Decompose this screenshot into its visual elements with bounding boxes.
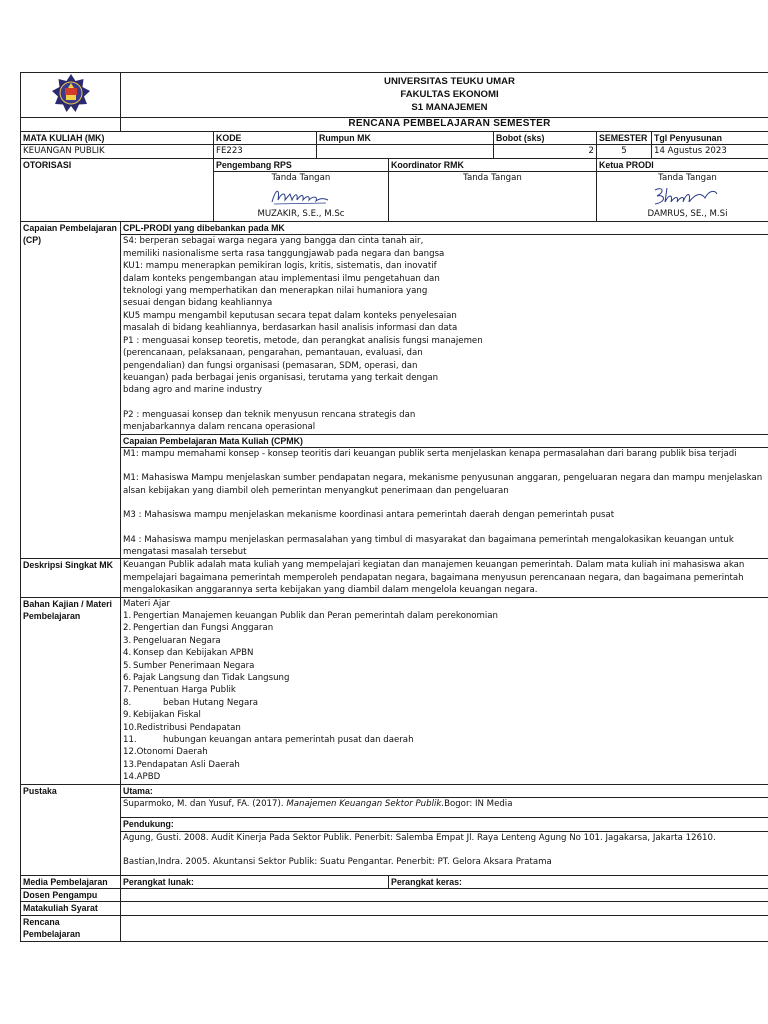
item-number: 13. — [123, 759, 137, 770]
course-group-header: Rumpun MK — [317, 131, 494, 144]
university-logo-cell — [21, 73, 121, 118]
semester-header: SEMESTER — [597, 131, 652, 144]
cpmk-m4: M4 : Mahasiswa mampu menjelaskan permasalahan yang timbul di masyarakat dan bagaimana pemerintah mengalokasikan keuangan untuk mengatasi masalah tersebut — [123, 534, 734, 557]
materials-label-line1: Bahan Kajian / Materi — [23, 598, 112, 609]
learning-plan-label: Rencana Pembelajaran — [21, 915, 121, 941]
list-item — [123, 684, 768, 696]
cpl-line: KU5 mampu mengambil keputusan secara tepat dalam konteks penyelesaian — [123, 310, 457, 321]
cpl-line: KU1: mampu menerapkan pemikiran logis, kritis, sistematis, dan inovatif — [123, 261, 437, 272]
references-label: Pustaka — [21, 784, 121, 875]
main-reference-title: Manajemen Keuangan Sektor Publik. — [286, 799, 445, 810]
course-credits: 2 — [494, 145, 597, 158]
item-number: 2. — [123, 623, 132, 634]
spacer — [123, 497, 768, 509]
spacer — [123, 397, 768, 409]
main-references-header: Utama: — [121, 784, 768, 797]
logo-spacer — [21, 118, 121, 131]
description-text: Keuangan Publik adalah mata kuliah yang mempelajari kegiatan dan manajemen keuangan pemerintah. Dalam mata kuliah ini mahasiswa akan mempelajari bagaimana pemerintah memperoleh pendapatan negara, bagaimana menyusun perencanaan negara, dan bagaimana pemerintah mengalokasikan anggarannya serta kebijakan yang diambil dalam mengelola keuangan negara. — [121, 559, 768, 597]
item-number: 11. — [123, 735, 137, 746]
media-label: Media Pembelajaran — [21, 875, 121, 888]
list-item — [123, 635, 768, 647]
item-number: 4. — [123, 648, 132, 659]
coordinator-signature-cell — [389, 172, 597, 222]
item-text: Pajak Langsung dan Tidak Langsung — [133, 673, 290, 684]
cpl-line: teknologi yang memperhatikan dan menerapkan nilai humaniora yang — [123, 286, 428, 297]
institution-header — [121, 73, 768, 118]
materials-label-line2: Pembelajaran — [23, 611, 81, 621]
item-text: Kebijakan Fiskal — [133, 710, 201, 721]
cpmk-m1b: M1: Mahasiswa Mampu menjelaskan sumber pendapatan negara, mekanisme penyusunan anggaran, pengeluaran negara dan mampu menjelaskan alsan kebijakan yang diambil oleh pemerintan menyangkut penerimaan dan pengeluaran — [123, 473, 763, 496]
item-text: Redistribusi Pendapatan — [136, 722, 241, 733]
cpl-content — [121, 235, 768, 434]
cpl-header: CPL-PRODI yang dibebankan pada MK — [121, 222, 768, 235]
semester-value: 5 — [597, 145, 652, 158]
item-number: 14. — [123, 772, 137, 783]
developer-name: MUZAKIR, S.E., M.Sc — [257, 209, 345, 220]
item-number: 9. — [123, 710, 132, 721]
list-item — [123, 746, 768, 758]
spacer — [123, 460, 768, 472]
list-item — [123, 610, 768, 622]
cpl-line: pengendalian) dan fungsi organisasi (pemasaran, SDM, operasi, dan — [123, 360, 418, 371]
developer-signature-cell — [214, 172, 389, 222]
item-text: Pengertian Manajemen keuangan Publik dan Peran pemerintah dalam perekonomian — [133, 611, 499, 621]
prerequisite-label: Matakuliah Syarat — [21, 902, 121, 915]
item-text: Pengeluaran Negara — [133, 635, 221, 646]
item-text: hubungan keuangan antara pemerintah pusat dan daerah — [163, 735, 414, 746]
list-item — [123, 622, 768, 634]
cpmk-content — [121, 447, 768, 558]
course-credits-header: Bobot (sks) — [494, 131, 597, 144]
list-item — [123, 734, 768, 746]
list-item — [123, 722, 768, 734]
cpl-line: dalam konteks pengembangan atau implementasi ilmu pengetahuan dan — [123, 273, 440, 284]
materials-intro: Materi Ajar — [123, 598, 171, 609]
item-number: 1. — [123, 611, 132, 621]
cpl-line: masalah di bidang keahliannya, berdasarkan hasil analisis informasi dan data — [123, 323, 458, 334]
rps-document — [20, 72, 768, 942]
cpl-line: memiliki nasionalisme serta rasa tanggungjawab pada negara dan bangsa — [123, 248, 445, 259]
item-text: Otonomi Daerah — [136, 747, 208, 758]
date-header: Tgl Penyusunan — [652, 131, 768, 144]
item-text: Sumber Penerimaan Negara — [133, 660, 255, 671]
prerequisite-value — [121, 902, 768, 915]
head-signature-image — [599, 184, 768, 208]
course-name: KEUANGAN PUBLIK — [21, 145, 214, 158]
list-item — [123, 759, 768, 771]
item-text: Pengertian dan Fungsi Anggaran — [133, 623, 274, 634]
item-number: 3. — [123, 635, 132, 646]
rps-table — [20, 72, 768, 942]
materials-content — [121, 597, 768, 784]
course-name-header: MATA KULIAH (MK) — [21, 131, 214, 144]
course-code: FE223 — [214, 145, 317, 158]
list-item — [123, 672, 768, 684]
list-item — [123, 660, 768, 672]
item-text: Penentuan Harga Publik — [133, 685, 236, 696]
item-text: Konsep dan Kebijakan APBN — [133, 648, 254, 659]
materials-label — [21, 597, 121, 784]
head-sign-label: Tanda Tangan — [658, 173, 717, 184]
cpl-line: S4: berperan sebagai warga negara yang bangga dan cinta tanah air, — [123, 236, 424, 247]
program-name: S1 MANAJEMEN — [411, 102, 488, 113]
lecturer-label: Dosen Pengampu — [21, 888, 121, 901]
document-title: RENCANA PEMBELAJARAN SEMESTER — [121, 118, 768, 131]
description-label: Deskripsi Singkat MK — [21, 559, 121, 597]
cpmk-m3: M3 : Mahasiswa mampu menjelaskan mekanisme koordinasi antara pemerintah daerah dengan pemerintah pusat — [123, 510, 615, 521]
head-signature-cell — [597, 172, 768, 222]
spacer — [123, 844, 768, 856]
learning-plan-value — [121, 915, 768, 941]
course-group — [317, 145, 494, 158]
authorization-label: OTORISASI — [21, 158, 214, 221]
cpmk-header: Capaian Pembelajaran Mata Kuliah (CPMK) — [121, 434, 768, 447]
supporting-references — [121, 831, 768, 875]
cp-label-line1: Capaian Pembelajaran — [23, 223, 117, 234]
list-item — [123, 697, 768, 709]
head-name: DAMRUS, SE., M.Si — [647, 209, 728, 220]
item-number: 6. — [123, 673, 132, 684]
item-number: 8. — [123, 697, 132, 708]
item-number: 10. — [123, 722, 137, 733]
main-reference-publisher: Bogor: IN Media — [444, 799, 513, 810]
item-number: 12. — [123, 747, 137, 758]
item-text: beban Hutang Negara — [163, 697, 259, 708]
item-text: Pendapatan Asli Daerah — [136, 759, 240, 770]
head-header: Ketua PRODI — [597, 158, 768, 171]
item-number: 7. — [123, 685, 132, 696]
university-logo-icon — [51, 73, 91, 113]
software-label: Perangkat lunak: — [121, 875, 389, 888]
item-text: APBD — [136, 772, 161, 783]
cpmk-m1a: M1: mampu memahami konsep - konsep teoritis dari keuangan publik serta menjelaskan kenapa permasalahan dari barang publik bisa terjadi — [123, 448, 737, 459]
supporting-references-header: Pendukung: — [121, 818, 768, 831]
list-item — [123, 647, 768, 659]
main-reference-author: Suparmoko, M. dan Yusuf, FA. (2017). — [123, 799, 287, 810]
cpl-line: bdang agro and marine industry — [123, 385, 262, 396]
developer-signature-image — [216, 184, 386, 208]
date-value: 14 Agustus 2023 — [652, 145, 768, 158]
list-item — [123, 771, 768, 783]
cp-label — [21, 222, 121, 559]
cpl-line: (perencanaan, pelaksanaan, pengarahan, pemantauan, evaluasi, dan — [123, 348, 423, 359]
cpl-line: keuangan) pada berbagai jenis organisasi, terutama yang terkait dengan — [123, 372, 439, 383]
lecturer-value — [121, 888, 768, 901]
coordinator-header: Koordinator RMK — [389, 158, 597, 171]
university-name: UNIVERSITAS TEUKU UMAR — [384, 76, 515, 87]
coordinator-sign-label: Tanda Tangan — [463, 173, 522, 184]
item-number: 5. — [123, 660, 132, 671]
supporting-reference: Agung, Gusti. 2008. Audit Kinerja Pada Sektor Publik. Penerbit: Salemba Empat Jl. Raya Lenteng Agung No 101. Jagakarsa, Jakarta 12610. — [123, 832, 716, 843]
developer-sign-label: Tanda Tangan — [271, 173, 331, 184]
main-reference — [121, 798, 768, 818]
developer-header: Pengembang RPS — [214, 158, 389, 171]
spacer — [123, 522, 768, 534]
cpl-line: menjabarkannya dalam rencana operasional — [123, 422, 316, 433]
course-code-header: KODE — [214, 131, 317, 144]
list-item — [123, 709, 768, 721]
supporting-reference: Bastian,Indra. 2005. Akuntansi Sektor Publik: Suatu Pengantar. Penerbit: PT. Gelora Aksara Pratama — [123, 856, 552, 867]
hardware-label: Perangkat keras: — [389, 875, 768, 888]
cpl-line: P2 : menguasai konsep dan teknik menyusun rencana strategis dan — [123, 409, 416, 420]
cpl-line: P1 : menguasai konsep teoretis, metode, dan perangkat analisis fungsi manajemen — [123, 335, 483, 346]
cpl-line: sesuai dengan bidang keahliannya — [123, 298, 273, 309]
cp-label-line2: (CP) — [23, 235, 42, 246]
faculty-name: FAKULTAS EKONOMI — [400, 89, 499, 100]
